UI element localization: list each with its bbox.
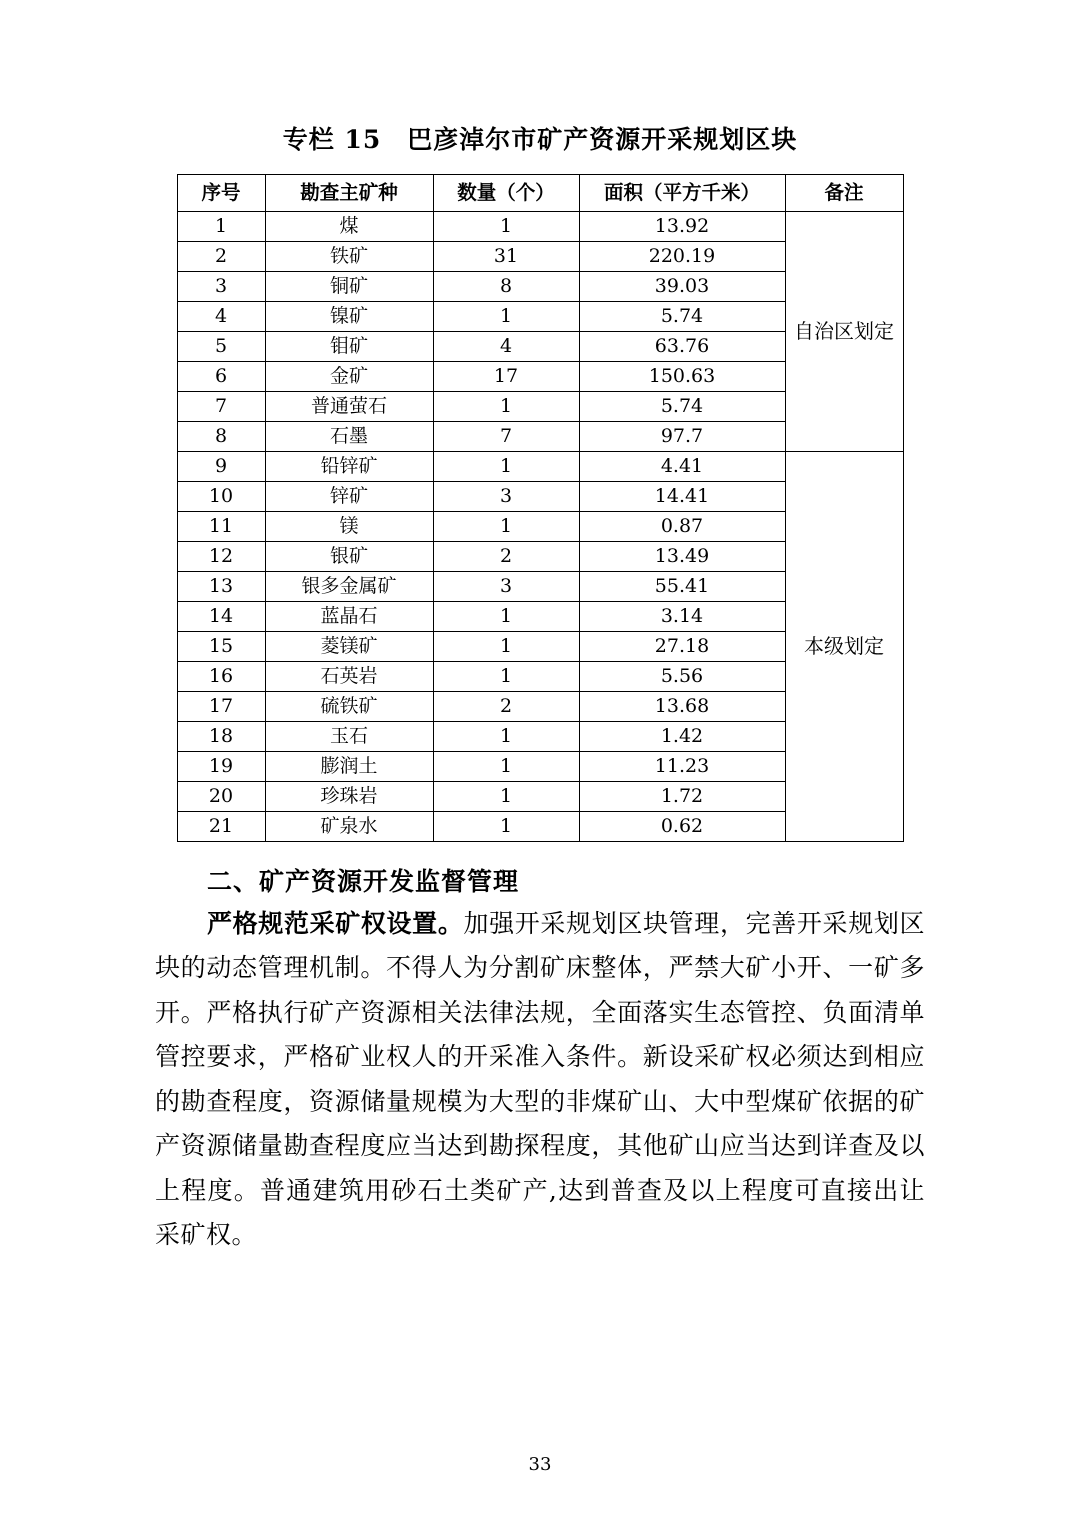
cell-seq: 6 [177, 361, 265, 391]
cell-area: 220.19 [579, 241, 785, 271]
cell-area: 13.92 [579, 211, 785, 241]
cell-seq: 21 [177, 811, 265, 841]
cell-quantity: 1 [433, 721, 579, 751]
mining-blocks-table [177, 174, 904, 842]
cell-mineral: 锌矿 [265, 481, 433, 511]
cell-area: 5.74 [579, 391, 785, 421]
cell-mineral: 银矿 [265, 541, 433, 571]
cell-mineral: 矿泉水 [265, 811, 433, 841]
cell-seq: 8 [177, 421, 265, 451]
cell-quantity: 1 [433, 211, 579, 241]
cell-mineral: 硫铁矿 [265, 691, 433, 721]
cell-mineral: 石英岩 [265, 661, 433, 691]
cell-mineral: 镁 [265, 511, 433, 541]
paragraph-body: 加强开采规划区块管理，完善开采规划区块的动态管理机制。不得人为分割矿床整体，严禁大矿小开、一矿多开。严格执行矿产资源相关法律法规，全面落实生态管控、负面清单管控要求，严格矿业权人的开采准入条件。新设采矿权必须达到相应的勘查程度，资源储量规模为大型的非煤矿山、大中型煤矿依据的矿产资源储量勘查程度应当达到勘探程度，其他矿山应当达到详查及以上程度。普通建筑用砂石土类矿产,达到普查及以上程度可直接出让采矿权。 [155, 908, 925, 1249]
cell-mineral: 石墨 [265, 421, 433, 451]
cell-area: 97.7 [579, 421, 785, 451]
cell-seq: 9 [177, 451, 265, 481]
cell-quantity: 1 [433, 511, 579, 541]
cell-seq: 20 [177, 781, 265, 811]
cell-area: 3.14 [579, 601, 785, 631]
cell-seq: 13 [177, 571, 265, 601]
cell-seq: 16 [177, 661, 265, 691]
cell-mineral: 蓝晶石 [265, 601, 433, 631]
cell-seq: 3 [177, 271, 265, 301]
cell-area: 5.74 [579, 301, 785, 331]
cell-seq: 17 [177, 691, 265, 721]
cell-seq: 11 [177, 511, 265, 541]
cell-quantity: 4 [433, 331, 579, 361]
cell-mineral: 铁矿 [265, 241, 433, 271]
column-header-mineral: 勘查主矿种 [265, 175, 433, 212]
cell-quantity: 3 [433, 571, 579, 601]
cell-note: 自治区划定 [785, 211, 903, 451]
cell-area: 27.18 [579, 631, 785, 661]
cell-area: 55.41 [579, 571, 785, 601]
paragraph-lead: 严格规范采矿权设置。 [207, 908, 464, 938]
cell-area: 39.03 [579, 271, 785, 301]
table-title [155, 120, 925, 156]
table-row [177, 211, 903, 241]
section-heading: 二、矿产资源开发监督管理 [207, 866, 520, 896]
cell-seq: 15 [177, 631, 265, 661]
cell-quantity: 2 [433, 691, 579, 721]
cell-seq: 19 [177, 751, 265, 781]
cell-quantity: 1 [433, 781, 579, 811]
cell-seq: 5 [177, 331, 265, 361]
cell-area: 150.63 [579, 361, 785, 391]
cell-seq: 18 [177, 721, 265, 751]
cell-area: 1.42 [579, 721, 785, 751]
cell-area: 0.62 [579, 811, 785, 841]
column-header-area: 面积（平方千米） [579, 175, 785, 212]
cell-area: 63.76 [579, 331, 785, 361]
table-title-main: 巴彦淖尔市矿产资源开采规划区块 [407, 125, 798, 154]
cell-area: 14.41 [579, 481, 785, 511]
cell-quantity: 8 [433, 271, 579, 301]
column-header-quantity: 数量（个） [433, 175, 579, 212]
cell-quantity: 1 [433, 301, 579, 331]
cell-quantity: 1 [433, 451, 579, 481]
cell-mineral: 玉石 [265, 721, 433, 751]
cell-quantity: 1 [433, 391, 579, 421]
column-header-seq: 序号 [177, 175, 265, 212]
cell-quantity: 7 [433, 421, 579, 451]
page-number: 33 [528, 1454, 552, 1475]
cell-mineral: 菱镁矿 [265, 631, 433, 661]
cell-mineral: 铅锌矿 [265, 451, 433, 481]
cell-mineral: 铜矿 [265, 271, 433, 301]
cell-seq: 12 [177, 541, 265, 571]
cell-mineral: 金矿 [265, 361, 433, 391]
cell-quantity: 2 [433, 541, 579, 571]
cell-quantity: 3 [433, 481, 579, 511]
cell-seq: 7 [177, 391, 265, 421]
cell-quantity: 1 [433, 751, 579, 781]
cell-quantity: 1 [433, 811, 579, 841]
cell-quantity: 1 [433, 661, 579, 691]
cell-area: 0.87 [579, 511, 785, 541]
cell-area: 5.56 [579, 661, 785, 691]
cell-seq: 14 [177, 601, 265, 631]
cell-mineral: 镍矿 [265, 301, 433, 331]
cell-note: 本级划定 [785, 451, 903, 841]
cell-mineral: 珍珠岩 [265, 781, 433, 811]
table-header-row [177, 175, 903, 212]
cell-seq: 4 [177, 301, 265, 331]
cell-mineral: 膨润土 [265, 751, 433, 781]
cell-quantity: 31 [433, 241, 579, 271]
cell-quantity: 1 [433, 601, 579, 631]
cell-area: 4.41 [579, 451, 785, 481]
cell-seq: 1 [177, 211, 265, 241]
cell-area: 13.49 [579, 541, 785, 571]
cell-area: 11.23 [579, 751, 785, 781]
cell-seq: 10 [177, 481, 265, 511]
cell-mineral: 钼矿 [265, 331, 433, 361]
column-header-note: 备注 [785, 175, 903, 212]
cell-area: 1.72 [579, 781, 785, 811]
table-title-prefix: 专栏 15 [282, 125, 382, 154]
cell-quantity: 1 [433, 631, 579, 661]
table-row [177, 451, 903, 481]
cell-mineral: 煤 [265, 211, 433, 241]
cell-mineral: 普通萤石 [265, 391, 433, 421]
cell-seq: 2 [177, 241, 265, 271]
cell-quantity: 17 [433, 361, 579, 391]
cell-mineral: 银多金属矿 [265, 571, 433, 601]
cell-area: 13.68 [579, 691, 785, 721]
body-paragraph [155, 902, 925, 1258]
